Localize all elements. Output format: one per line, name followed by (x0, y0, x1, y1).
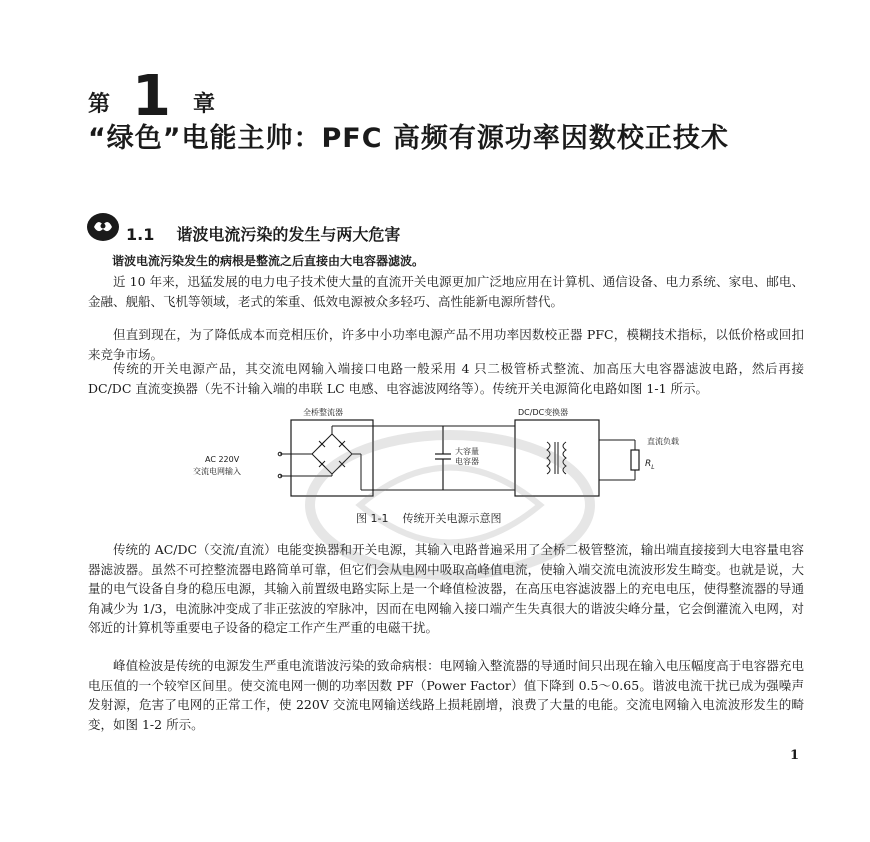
resistor-symbol (645, 459, 655, 471)
paragraph-3: 传统的开关电源产品，其交流电网输入端接口电路一般采用 4 只二极管桥式整流、加高压大电容器滤波电路，然后再接 DC/DC 直流变换器（先不计输入端的串联 LC 电感、电容滤波网络等）。传统开关电源简化电路如图 1-1 所示。 (88, 361, 804, 396)
paragraph-4: 传统的 AC/DC（交流/直流）电能变换器和开关电源，其输入电路普遍采用了全桥二极管整流，输出端直接接到大电容量电容器滤波器。虽然不可控整流器电路简单可靠，但它们会从电网中吸取高峰值电流，使输入端交流电流波形发生畸变。也就是说，大量的电气设备自身的稳压电源，其输入前置级电路实际上是一个峰值检波器，在高压电容滤波器上的充电电压，使得整流器的导通角减少为 1/3，电流脉冲变成了非正弦波的窄脉冲，因而在电网输入接口端产生失真很大的谐波尖峰分量，它会倒灌流入电网，对邻近的计算机等重要电子设备的稳定工作产生严重的电磁干扰。 (88, 542, 804, 636)
chapter-title: “绿色”电能主帅：PFC 高频有源功率因数校正技术 (88, 123, 729, 154)
chapter-heading (88, 64, 215, 129)
input-label-2: 交流电网输入 (193, 467, 241, 476)
resistor-sub: L (651, 464, 655, 471)
capacitor-label-1: 大容量 (455, 447, 479, 456)
load-resistor-icon (631, 450, 639, 470)
page-number: 1 (790, 748, 800, 763)
section-number: 1.1 (126, 225, 155, 244)
paragraph-1: 近 10 年来，迅猛发展的电力电子技术使大量的直流开关电源更加广泛地应用在计算机、通信设备、电力系统、家电、邮电、金融、舰船、飞机等领域，老式的笨重、低效电源被众多轻巧、高性能新电源所替代。 (88, 274, 804, 309)
converter-label: DC/DC变换器 (518, 408, 569, 417)
chapter-prefix: 第 (88, 92, 111, 117)
figure-caption (356, 510, 501, 526)
converter-box (515, 420, 599, 496)
transformer-icon (547, 442, 566, 474)
key-sentence: 谐波电流污染发生的病根是整流之后直接由大电容器滤波。 (112, 254, 425, 268)
chapter-suffix: 章 (192, 92, 215, 117)
resistor-label: R (645, 459, 652, 469)
section-ornament-icon (86, 212, 120, 242)
chapter-number: 1 (132, 64, 171, 129)
input-label-1: AC 220V (205, 455, 240, 464)
section-title: 谐波电流污染的发生与两大危害 (176, 225, 401, 244)
paragraph-5: 峰值检波是传统的电源发生严重电流谐波污染的致命病根：电网输入整流器的导通时间只出现在输入电压幅度高于电容器充电电压值的一个较窄区间里。使交流电网一侧的功率因数 PF（Power Factor）值下降到 0.5～0.65。谐波电流干扰已成为强噪声发射源，危害了电网的正常工作，使 220V 交流电网输送线路上损耗剧增，浪费了大量的电能。交流电网输入电流波形发生的畸变，如图 1-2 所示。 (88, 658, 804, 732)
rectifier-label: 全桥整流器 (303, 408, 343, 417)
load-label: 直流负载 (647, 437, 679, 446)
figure-caption-text: 传统开关电源示意图 (402, 512, 502, 525)
figure-number: 图 1-1 (356, 512, 389, 525)
section-heading (126, 225, 400, 245)
capacitor-icon (435, 426, 451, 490)
paragraph-2: 但直到现在，为了降低成本而竞相压价，许多中小功率电源产品不用功率因数校正器 PFC，模糊技术指标，以低价格或回扣来竞争市场。 (88, 327, 804, 362)
diode-bridge-icon (312, 434, 352, 474)
circuit-diagram (185, 404, 705, 524)
capacitor-label-2: 电容器 (455, 457, 479, 466)
